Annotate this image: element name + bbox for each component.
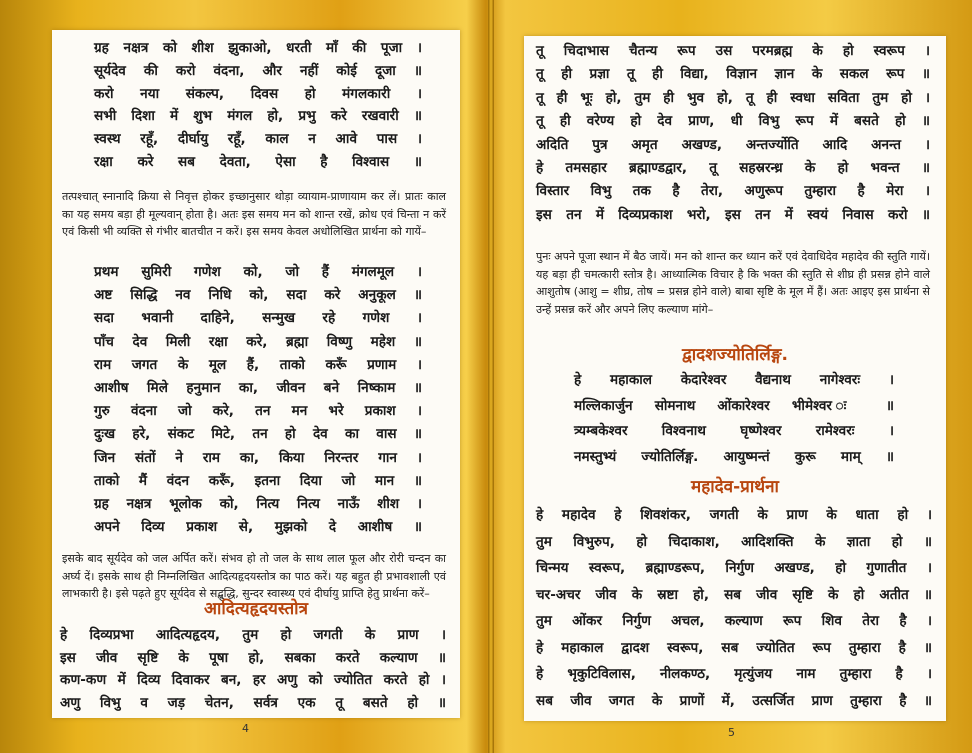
left-heading-aditya-hridaya: आदित्यहृदयस्तोत्र bbox=[204, 599, 308, 619]
verse-line: मल्लिकार्जुन सोमनाथ ओंकारेश्वर भीमेश्वर ः ॥ bbox=[574, 397, 894, 414]
right-verse-3 bbox=[536, 502, 932, 714]
left-verse-3 bbox=[60, 624, 446, 714]
verse-line: ताको मैं वंदन करूँ, इतना दिया जो मान ॥ bbox=[94, 472, 422, 489]
right-verse-1 bbox=[536, 40, 930, 227]
verse-line: हे तमसहार ब्रह्माण्डद्वार, तू सहस्ररन्ध्र के हो भवन्त ॥ bbox=[536, 160, 930, 177]
verse-line: सदा भवानी दाहिने, सन्मुख रहे गणेश । bbox=[94, 310, 422, 327]
page-number-right: 5 bbox=[728, 726, 735, 739]
verse-line: स्वस्थ रहूँ, दीर्घायु रहूँ, काल न आवे पास । bbox=[94, 131, 422, 148]
verse-line: गुरु वंदना जो करे, तन मन भरे प्रकाश । bbox=[94, 403, 422, 420]
verse-line: अपने दिव्य प्रकाश से, मुझको दे आशीष ॥ bbox=[94, 519, 422, 536]
verse-line: करो नया संकल्प, दिवस हो मंगलकारी । bbox=[94, 85, 422, 102]
verse-line: तू ही प्रज्ञा तू ही विद्या, विज्ञान ज्ञान के सकल रूप ॥ bbox=[536, 66, 930, 83]
verse-line: नमस्तुभ्यं ज्योतिर्लिङ्ग. आयुष्मन्तं कुरू माम् ॥ bbox=[574, 448, 894, 465]
verse-line: ग्रह नक्षत्र भूलोक को, नित्य नित्य नाऊँ शीश । bbox=[94, 496, 422, 513]
verse-line: इस तन में दिव्यप्रकाश भरो, इस तन में स्वयं निवास करो ॥ bbox=[536, 206, 930, 223]
verse-line: हे दिव्यप्रभा आदित्यहृदय, तुम हो जगती के प्राण । bbox=[60, 627, 446, 643]
verse-line: सब जीव जगत के प्राणों में, उत्सर्जित प्राण तुम्हारा है ॥ bbox=[536, 692, 932, 709]
verse-line: तू ही वरेण्य हो देव प्राण, धी विभु रूप में बसते हो ॥ bbox=[536, 113, 930, 130]
verse-line: ग्रह नक्षत्र को शीश झुकाओ, धरती माँ की पूजा । bbox=[94, 40, 422, 56]
verse-line: हे महादेव हे शिवशंकर, जगती के प्राण के धाता हो । bbox=[536, 507, 932, 523]
right-heading-jyotirlinga: द्वादशज्योतिर्लिङ्ग. bbox=[682, 345, 788, 365]
verse-line: आशीष मिले हनुमान का, जीवन बने निष्काम ॥ bbox=[94, 380, 422, 397]
verse-line: हे महाकाल द्वादश स्वरूप, सब ज्योतित रूप तुम्हारा है ॥ bbox=[536, 639, 932, 656]
verse-line: तुम विभुरुप, हो चिदाकाश, आदिशक्ति के ज्ञाता हो ॥ bbox=[536, 533, 932, 550]
verse-line: सूर्यदेव की करो वंदना, और नहीं कोई दूजा ॥ bbox=[94, 62, 422, 79]
verse-line: हे महाकाल केदारेश्वर वैद्यनाथ नागेश्वरः । bbox=[574, 372, 894, 388]
verse-line: अणु विभु व जड़ चेतन, सर्वत्र एक तू बसते हो ॥ bbox=[60, 694, 446, 711]
book-spine bbox=[488, 0, 494, 753]
verse-line: पाँच देव मिली रक्षा करे, ब्रह्मा विष्णु महेश ॥ bbox=[94, 333, 422, 350]
verse-line: राम जगत के मूल हैं, ताको करूँ प्रणाम । bbox=[94, 356, 422, 373]
left-prose-2: इसके बाद सूर्यदेव को जल अर्पित करें। संभव हो तो जल के साथ लाल फूल और रोरी चन्दन का अर्घ्य दें। इसके साथ ही निम्नलिखित आदित्यहृदयस्तोत्र का पाठ करें। यह बहुत ही प्रभावशाली एवं लाभकारी है। इसे पढ़ते हुए सूर्यदेव से सद्बुद्धि, सुन्दर स्वास्थ्य एवं दीर्घायु प्राप्ति हेतु प्रार्थना करें– bbox=[62, 552, 446, 601]
verse-line: त्र्यम्बकेश्वर विश्वनाथ घृष्णेश्वर रामेश्वरः । bbox=[574, 423, 894, 439]
verse-line: इस जीव सृष्टि के पूषा हो, सबका करते कल्याण ॥ bbox=[60, 649, 446, 666]
verse-line: प्रथम सुमिरी गणेश को, जो हैं मंगलमूल । bbox=[94, 264, 422, 280]
left-verse-1 bbox=[94, 37, 422, 174]
verse-line: हे भृकुटिविलास, नीलकण्ठ, मृत्युंजय नाम तुम्हारा है । bbox=[536, 666, 932, 682]
left-verse-2 bbox=[94, 261, 422, 539]
verse-line: जिन संतों ने राम का, किया निरन्तर गान । bbox=[94, 449, 422, 466]
verse-line: कण-कण में दिव्य दिवाकर बन, हर अणु को ज्योतित करते हो । bbox=[60, 672, 446, 689]
verse-line: तू ही भूः हो, तुम ही भुव हो, तू ही स्वधा सविता तुम हो । bbox=[536, 89, 930, 106]
verse-line: तू चिदाभास चैतन्य रूप उस परमब्रह्म के हो स्वरूप । bbox=[536, 43, 930, 59]
left-page-panel bbox=[52, 30, 460, 735]
right-page-panel bbox=[524, 36, 946, 739]
verse-line: तुम ओंकर निर्गुण अचल, कल्याण रूप शिव तेरा है । bbox=[536, 613, 932, 629]
verse-line: अदिति पुत्र अमृत अखण्ड, अन्तर्ज्योति आदि अनन्त । bbox=[536, 136, 930, 153]
verse-line: दुःख हरे, संकट मिटे, तन हो देव का वास ॥ bbox=[94, 426, 422, 443]
left-prose-1: तत्पश्चात् स्नानादि क्रिया से निवृत्त होकर इच्छानुसार थोड़ा व्यायाम-प्राणायाम कर लें। प्रातः काल का यह समय बड़ा ही मूल्यवान् होता है। अतः इस समय मन को शान्त रखें, क्रोध एवं चिन्ता न करें एवं किसी भी व्यक्ति से गंभीर बातचीत न करें। इस समय केवल अधोलिखित प्रार्थना को गायें– bbox=[62, 190, 446, 239]
verse-line: चिन्मय स्वरूप, ब्रह्माण्डरूप, निर्गुण अखण्ड, हो गुणातीत । bbox=[536, 560, 932, 576]
right-prose-1: पुनः अपने पूजा स्थान में बैठ जायें। मन को शान्त कर ध्यान करें एवं देवाधिदेव महादेव की स्तुति गायें। यह बड़ा ही चमत्कारी स्तोत्र है। आध्यात्मिक विचार है कि भक्त की स्तुति से शीघ्र ही प्रसन्न होने वाले आशुतोष (आशु = शीघ्र, तोष = प्रसन्न होने वाले) बाबा सृष्टि के मूल में हैं। अतः आइए इस प्रार्थना से उन्हें प्रसन्न करें और अपने लिए कल्याण मांगे– bbox=[536, 250, 930, 316]
right-verse-2 bbox=[574, 368, 894, 470]
verse-line: विस्तार विभु तक है तेरा, अणुरूप तुम्हारा है मेरा । bbox=[536, 183, 930, 200]
verse-line: सभी दिशा में शुभ मंगल हो, प्रभु करे रखवारी ॥ bbox=[94, 108, 422, 125]
verse-line: रक्षा करे सब देवता, ऐसा है विश्वास ॥ bbox=[94, 153, 422, 170]
page-number-left: 4 bbox=[242, 722, 249, 735]
right-heading-mahadev-prarthana: महादेव-प्रार्थना bbox=[691, 477, 779, 497]
verse-line: अष्ट सिद्धि नव निधि को, सदा करे अनुकूल ॥ bbox=[94, 287, 422, 304]
verse-line: चर-अचर जीव के स्रष्टा हो, सब जीव सृष्टि के हो अतीत ॥ bbox=[536, 586, 932, 603]
